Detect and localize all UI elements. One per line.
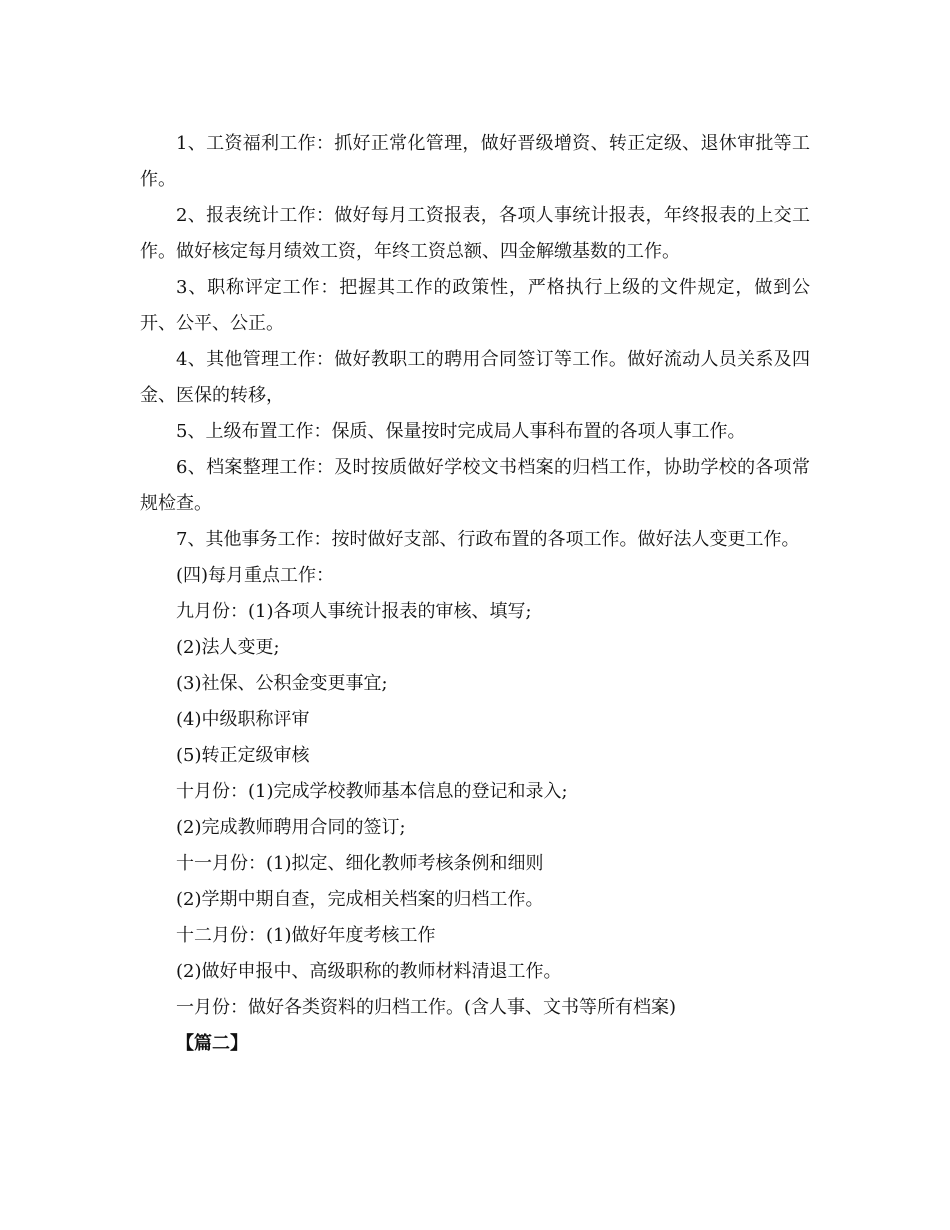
list-item: 九月份：(1)各项人事统计报表的审核、填写;	[176, 601, 532, 622]
paragraph-salary-welfare: 1、工资福利工作：抓好正常化管理，做好晋级增资、转正定级、退休审批等工作。	[140, 133, 810, 190]
paragraph-other-affairs: 7、其他事务工作：按时做好支部、行政布置的各项工作。做好法人变更工作。	[176, 529, 800, 550]
paragraph-archive-work: 6、档案整理工作：及时按质做好学校文书档案的归档工作，协助学校的各项常规检查。	[140, 457, 810, 514]
paragraph-title-evaluation: 3、职称评定工作：把握其工作的政策性，严格执行上级的文件规定，做到公开、公平、公正。	[140, 277, 810, 334]
document-body	[140, 126, 810, 1062]
list-item: 一月份：做好各类资料的归档工作。(含人事、文书等所有档案)	[176, 997, 677, 1018]
list-item: (2)学期中期自查，完成相关档案的归档工作。	[176, 889, 544, 910]
list-item: (3)社保、公积金变更事宜;	[176, 673, 388, 694]
section-heading: 【篇二】	[176, 1033, 248, 1054]
list-item: (5)转正定级审核	[176, 745, 310, 766]
list-item: (2)做好申报中、高级职称的教师材料清退工作。	[176, 961, 562, 982]
paragraph-other-management: 4、其他管理工作：做好教职工的聘用合同签订等工作。做好流动人员关系及四金、医保的转移，	[140, 349, 810, 406]
paragraph-superior-tasks: 5、上级布置工作：保质、保量按时完成局人事科布置的各项人事工作。	[176, 421, 746, 442]
paragraph-report-statistics: 2、报表统计工作：做好每月工资报表，各项人事统计报表，年终报表的上交工作。做好核定每月绩效工资，年终工资总额、四金解缴基数的工作。	[140, 205, 810, 262]
monthly-work-heading: (四)每月重点工作：	[176, 565, 335, 586]
list-item: 十一月份：(1)拟定、细化教师考核条例和细则	[176, 853, 544, 874]
list-item: 十月份：(1)完成学校教师基本信息的登记和录入;	[176, 781, 568, 802]
list-item: (2)完成教师聘用合同的签订;	[176, 817, 406, 838]
list-item: 十二月份：(1)做好年度考核工作	[176, 925, 436, 946]
list-item: (4)中级职称评审	[176, 709, 310, 730]
list-item: (2)法人变更;	[176, 637, 280, 658]
